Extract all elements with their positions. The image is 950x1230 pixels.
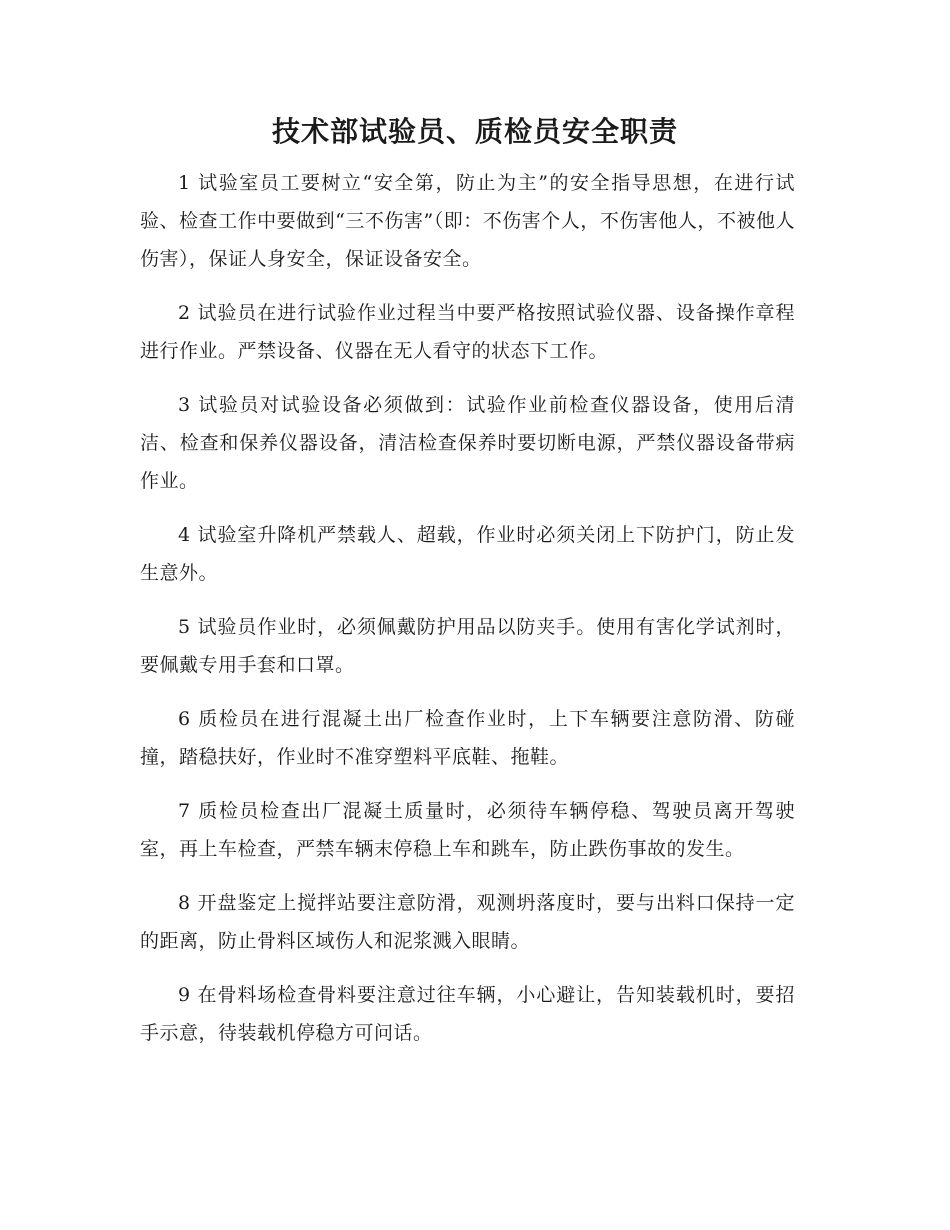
paragraph-2: 2 试验员在进行试验作业过程当中要严格按照试验仪器、设备操作章程进行作业。严禁设备、仪器在无人看守的状态下工作。 <box>140 302 795 362</box>
paragraph-9: 9 在骨料场检查骨料要注意过往车辆，小心避让，告知装载机时，要招手示意，待装载机停稳方可问话。 <box>140 984 795 1044</box>
paragraph-7: 7 质检员检查出厂混凝土质量时，必须待车辆停稳、驾驶员离开驾驶室，再上车检查，严禁车辆末停稳上车和跳车，防止跌伤事故的发生。 <box>140 800 795 860</box>
paragraph-3: 3 试验员对试验设备必须做到：试验作业前检查仪器设备，使用后清洁、检查和保养仪器设备，清洁检查保养时要切断电源，严禁仪器设备带病作业。 <box>140 394 795 492</box>
paragraph-5: 5 试验员作业时，必须佩戴防护用品以防夹手。使用有害化学试剂时，要佩戴专用手套和口罩。 <box>140 616 795 676</box>
document-body <box>140 164 795 1068</box>
paragraph-4: 4 试验室升降机严禁载人、超载，作业时必须关闭上下防护门，防止发生意外。 <box>140 524 795 584</box>
paragraph-1: 1 试验室员工要树立“安全第，防止为主”的安全指导思想，在进行试验、检查工作中要做到“三不伤害”（即：不伤害个人，不伤害他人，不被他人伤害），保证人身安全，保证设备安全。 <box>140 172 795 270</box>
document-title: 技术部试验员、质检员安全职责 <box>271 115 678 148</box>
paragraph-6: 6 质检员在进行混凝土出厂检查作业时，上下车辆要注意防滑、防碰撞，踏稳扶好，作业时不准穿塑料平底鞋、拖鞋。 <box>140 708 795 768</box>
paragraph-8: 8 开盘鉴定上搅拌站要注意防滑，观测坍落度时，要与出料口保持一定的距离，防止骨料区域伤人和泥浆溅入眼睛。 <box>140 892 795 952</box>
